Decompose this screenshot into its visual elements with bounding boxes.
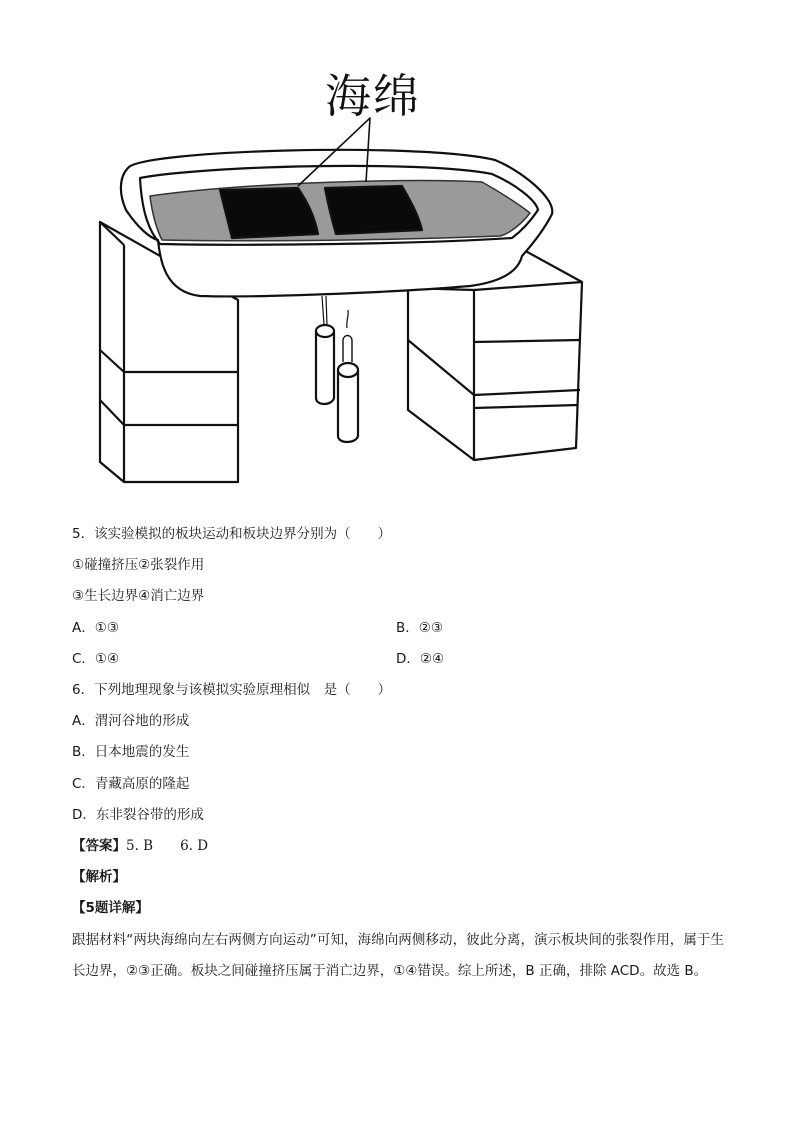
experiment-figure: [0, 0, 794, 515]
detail5-text: 跟据材料“两块海绵向左右两侧方向运动”可知，海绵向两侧移动，彼此分离，演示板块间的张裂作用，属于生长边界，②③正确。板块之间碰撞挤压属于消亡边界，①④错误。综上所述，B 正确，排除 ACD。故选 B。: [72, 932, 724, 979]
q5-option-a: A．①③: [72, 620, 119, 636]
q6-option-c: C．青藏高原的隆起: [72, 776, 190, 792]
q6-option-a: A．渭河谷地的形成: [72, 713, 190, 729]
answer-line: [72, 836, 208, 856]
q6-option-d: D．东非裂谷带的形成: [72, 807, 204, 823]
sponge-left: [220, 188, 318, 238]
sponge-label: 海绵: [325, 69, 421, 123]
answer-label: 【答案】: [72, 838, 126, 854]
answer-text: 5. B 6. D: [126, 838, 209, 854]
q5-option-d: D．②④: [396, 651, 445, 667]
q5-stem: 5．该实验模拟的板块运动和板块边界分别为（ ）: [72, 526, 392, 542]
q5-option-c: C．①④: [72, 651, 120, 667]
analysis-label: 【解析】: [72, 869, 126, 885]
q5-item-2: ③生长边界④消亡边界: [72, 588, 205, 604]
q6-stem: 6．下列地理现象与该模拟实验原理相似 是（ ）: [72, 682, 392, 698]
q6-option-b: B．日本地震的发生: [72, 744, 190, 760]
detail5-label: 【5题详解】: [72, 900, 149, 916]
q5-item-1: ①碰撞挤压②张裂作用: [72, 557, 205, 573]
q5-option-b: B．②③: [396, 620, 443, 636]
candles: [316, 296, 358, 442]
